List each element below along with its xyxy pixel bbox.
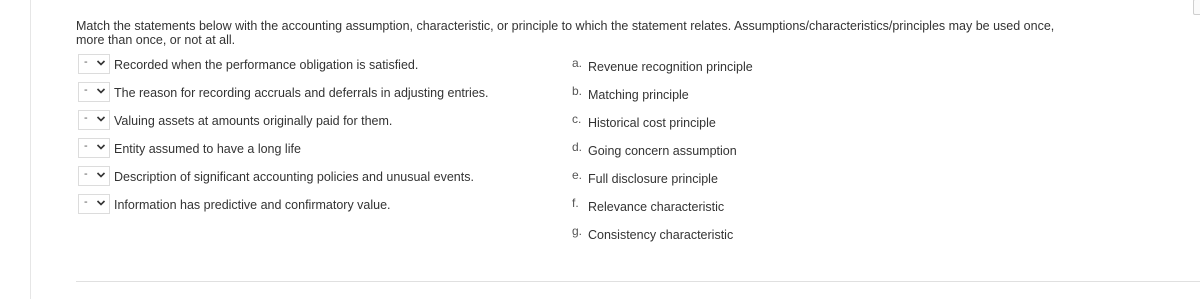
option-item [572,112,872,140]
statement-text: Entity assumed to have a long life [114,142,301,156]
option-letter: d. [572,140,583,154]
statement-row [78,192,558,220]
option-label: Revenue recognition principle [588,60,753,74]
option-letter: g. [572,224,583,238]
option-item [572,84,872,112]
bottom-divider [76,281,1200,282]
option-label: Going concern assumption [588,144,737,158]
option-label: Historical cost principle [588,116,716,130]
statement-row [78,136,558,164]
answer-dropdown[interactable] [78,166,110,186]
dropdown-value: - [84,140,88,152]
option-label: Consistency characteristic [588,228,734,242]
answer-dropdown[interactable] [78,82,110,102]
option-letter: a. [572,56,583,70]
statement-text: The reason for recording accruals and deferrals in adjusting entries. [114,86,489,100]
statement-row [78,52,558,80]
option-item [572,224,872,252]
option-item [572,168,872,196]
answer-dropdown[interactable] [78,54,110,74]
option-item [572,140,872,168]
option-letter: f. [572,196,579,210]
chevron-down-icon [96,114,106,124]
answer-dropdown[interactable] [78,138,110,158]
statement-text: Information has predictive and confirmatory value. [114,198,391,212]
dropdown-value: - [84,196,88,208]
chevron-down-icon [96,198,106,208]
answer-dropdown[interactable] [78,194,110,214]
side-panel-tab[interactable] [1193,0,1200,15]
chevron-down-icon [96,86,106,96]
option-label: Full disclosure principle [588,172,718,186]
option-item [572,196,872,224]
instructions-text: Match the statements below with the accounting assumption, characteristic, or principle to which the statement relates. Assumptions/characteristics/principles may be used once, more than once, or not at all. [76,19,1055,47]
answer-dropdown[interactable] [78,110,110,130]
statement-text: Description of significant accounting policies and unusual events. [114,170,474,184]
dropdown-value: - [84,56,88,68]
option-label: Matching principle [588,88,689,102]
statement-row [78,80,558,108]
chevron-down-icon [96,58,106,68]
dropdown-value: - [84,112,88,124]
statement-list [78,52,558,220]
option-letter: b. [572,84,583,98]
chevron-down-icon [96,170,106,180]
statement-text: Recorded when the performance obligation is satisfied. [114,58,419,72]
option-item [572,56,872,84]
dropdown-value: - [84,168,88,180]
option-letter: e. [572,168,583,182]
statement-row [78,108,558,136]
left-divider [30,0,31,299]
chevron-down-icon [96,142,106,152]
statement-row [78,164,558,192]
answer-options-list [572,56,872,252]
option-letter: c. [572,112,582,126]
option-label: Relevance characteristic [588,200,725,214]
dropdown-value: - [84,84,88,96]
statement-text: Valuing assets at amounts originally paid for them. [114,114,393,128]
